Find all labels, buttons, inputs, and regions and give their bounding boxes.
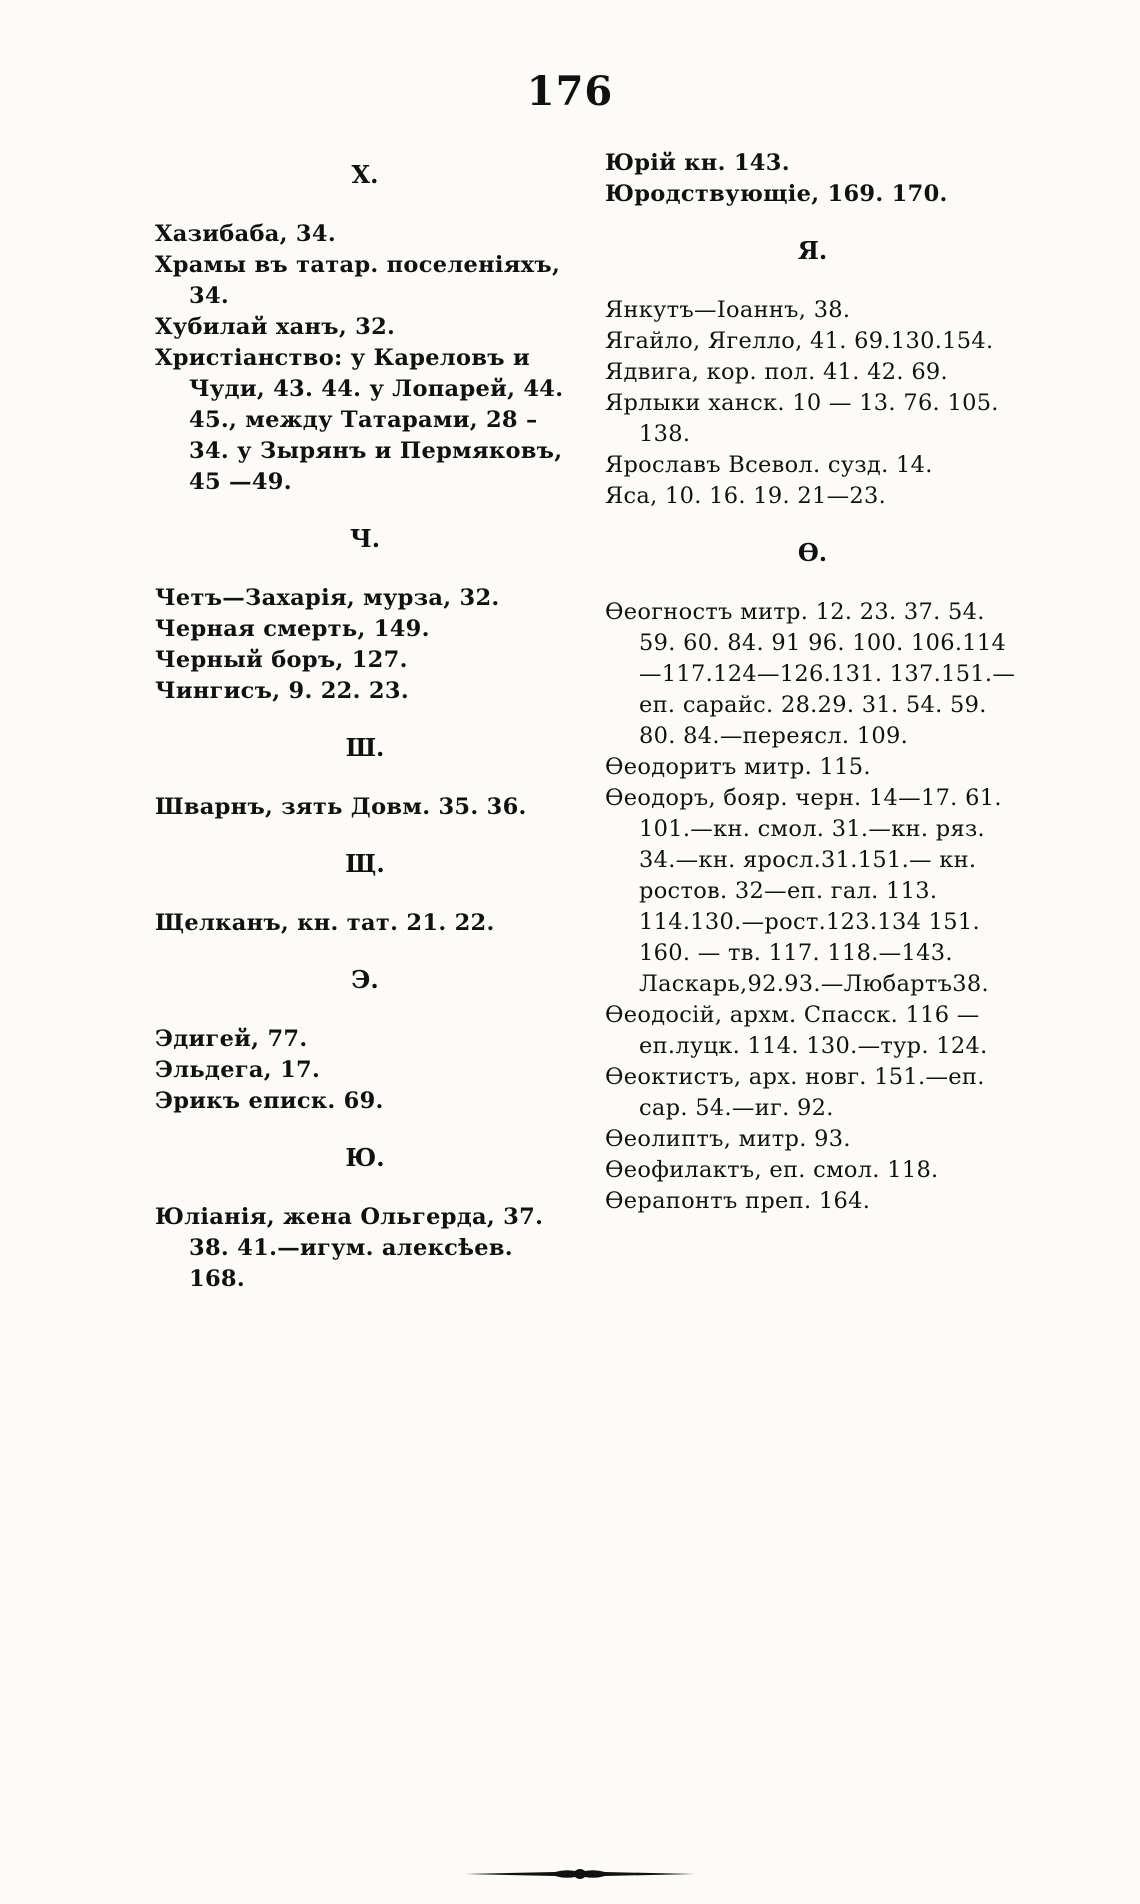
index-entry: Эдигей, 77. <box>155 1026 308 1052</box>
right-column <box>605 148 1020 1217</box>
section-letter-che: Ч. <box>349 524 381 553</box>
index-entry: Храмы въ татар. поселеніяхъ, 34. <box>155 252 561 309</box>
index-entry: Чингисъ, 9. 22. 23. <box>155 678 409 704</box>
index-entry: Эльдега, 17. <box>155 1057 321 1083</box>
index-entry: Ѳеодоръ, бояр. черн. 14—17. 61. 101.—кн. смол. 31.—кн. ряз. 34.—кн. яросл.31.151.— кн. ростов. 32—еп. гал. 113. 114.130.—рост.123.134 151. 160. — тв. 117. 118.—143. Ласкарь,92.93.—Любартъ38. <box>605 785 1002 997</box>
index-entry: Юліанія, жена Ольгерда, 37. 38. 41.—игум. алексѣев. 168. <box>155 1204 544 1292</box>
index-entry: Янкутъ—Іоаннъ, 38. <box>605 297 851 323</box>
index-entry: Ѳеофилактъ, еп. смол. 118. <box>605 1157 939 1183</box>
index-entry: Ѳерапонтъ преп. 164. <box>605 1188 871 1214</box>
page-number: 176 <box>526 68 614 115</box>
index-entry: Хубилай ханъ, 32. <box>155 314 396 340</box>
section-letter-fita: Ѳ. <box>797 538 828 567</box>
index-entry: Ѳеолиптъ, митр. 93. <box>605 1126 851 1152</box>
index-entry: Ѳеодосій, архм. Спасск. 116 — еп.луцк. 114. 130.—тур. 124. <box>605 1002 988 1059</box>
index-entry: Ѳеоктистъ, арх. новг. 151.—еп. сар. 54.—иг. 92. <box>605 1064 985 1121</box>
section-letter-e: Э. <box>351 965 379 994</box>
section-letter-ya: Я. <box>797 236 828 265</box>
index-entry: Христіанство: у Кареловъ и Чуди, 43. 44. у Лопарей, 44. 45., между Татарами, 28 – 34. у Зырянъ и Пермяковъ, 45 —49. <box>155 345 564 495</box>
index-entry: Черный боръ, 127. <box>155 647 408 673</box>
left-column <box>155 148 575 1295</box>
index-entry: Шварнъ, зять Довм. 35. 36. <box>155 794 527 820</box>
index-entry: Щелканъ, кн. тат. 21. 22. <box>155 910 495 936</box>
index-entry: Ягайло, Ягелло, 41. 69.130.154. <box>605 328 994 354</box>
index-entry: Четъ—Захарія, мурза, 32. <box>155 585 500 611</box>
index-entry: Ѳеодоритъ митр. 115. <box>605 754 871 780</box>
section-letter-sha: Ш. <box>345 733 385 762</box>
index-entry: Ярославъ Всевол. сузд. 14. <box>605 452 933 478</box>
index-entry: Эрикъ еписк. 69. <box>155 1088 384 1114</box>
index-entry: Яса, 10. 16. 19. 21—23. <box>605 483 887 509</box>
section-letter-kha: Х. <box>351 160 379 189</box>
index-entry: Юрій кн. 143. <box>605 150 790 176</box>
index-entry: Юродствующіе, 169. 170. <box>605 181 948 207</box>
index-entry: Хазибаба, 34. <box>155 221 336 247</box>
section-letter-shcha: Щ. <box>345 849 385 878</box>
index-entry: Ядвига, кор. пол. 41. 42. 69. <box>605 359 949 385</box>
index-entry: Ярлыки ханск. 10 — 13. 76. 105. 138. <box>605 390 999 447</box>
index-entry: Ѳеогностъ митр. 12. 23. 37. 54. 59. 60. 84. 91 96. 100. 106.114—117.124—126.131. 137.151.—еп. сарайс. 28.29. 31. 54. 59. 80. 84.—переясл. 109. <box>605 599 1016 749</box>
end-ornament-rule <box>465 1866 695 1882</box>
section-letter-yu: Ю. <box>345 1143 385 1172</box>
index-entry: Черная смерть, 149. <box>155 616 430 642</box>
